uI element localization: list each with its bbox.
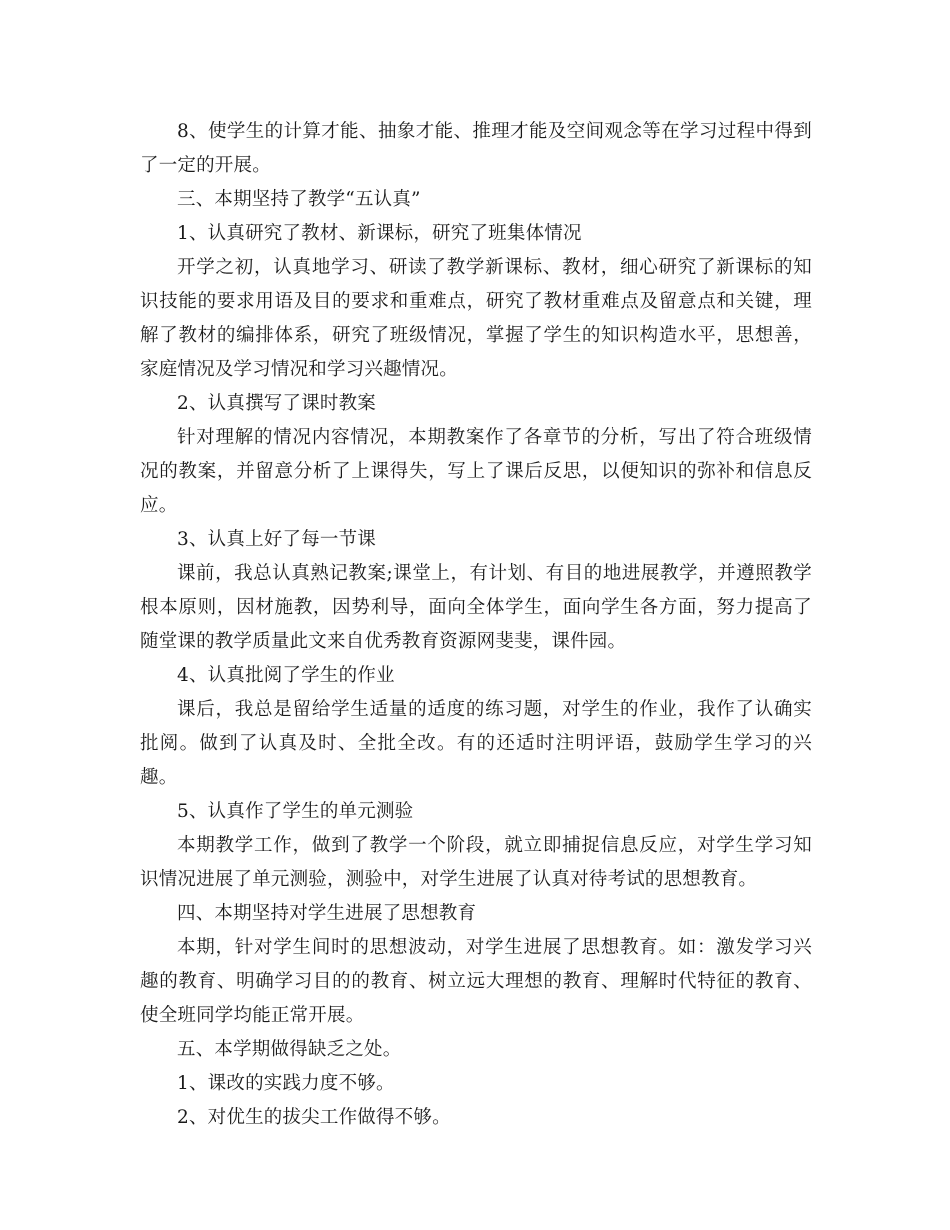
subheading-4: 4、认真批阅了学生的作业 — [177, 665, 395, 686]
body-paragraph: 本期教学工作，做到了教学一个阶段，就立即捕捉信息反应，对学生学习知识情况进展了单元测验，测验中，对学生进展了认真对待考试的思想教育。 — [140, 835, 812, 890]
paragraph-item-8: 8、使学生的计算才能、抽象才能、推理才能及空间观念等在学习过程中得到了一定的开展。 — [140, 121, 812, 176]
section-heading-three: 三、本期坚持了教学“五认真” — [177, 189, 421, 210]
body-paragraph: 开学之初，认真地学习、研读了教学新课标、教材，细心研究了新课标的知识技能的要求用语及目的要求和重难点，研究了教材重难点及留意点和关键，理解了教材的编排体系，研究了班级情况，掌握了学生的知识构造水平，思想善，家庭情况及学习情况和学习兴趣情况。 — [140, 257, 812, 380]
body-paragraph: 课前，我总认真熟记教案;课堂上，有计划、有目的地进展教学，并遵照教学根本原则，因材施教，因势利导，面向全体学生，面向学生各方面，努力提高了随堂课的教学质量此文来自优秀教育资源网斐斐，课件园。 — [140, 563, 812, 652]
subheading-3: 3、认真上好了每一节课 — [177, 529, 376, 550]
section-heading-four: 四、本期坚持对学生进展了思想教育 — [177, 903, 477, 924]
body-paragraph: 课后，我总是留给学生适量的适度的练习题，对学生的作业，我作了认确实批阅。做到了认真及时、全批全改。有的还适时注明评语，鼓励学生学习的兴趣。 — [140, 699, 812, 788]
section-heading-five: 五、本学期做得缺乏之处。 — [177, 1039, 402, 1060]
list-item-2: 2、对优生的拔尖工作做得不够。 — [177, 1107, 451, 1128]
list-item-1: 1、课改的实践力度不够。 — [177, 1073, 395, 1094]
subheading-1: 1、认真研究了教材、新课标，研究了班集体情况 — [177, 223, 582, 244]
body-paragraph: 针对理解的情况内容情况，本期教案作了各章节的分析，写出了符合班级情况的教案，并留意分析了上课得失，写上了课后反思，以便知识的弥补和信息反应。 — [140, 427, 812, 516]
subheading-5: 5、认真作了学生的单元测验 — [177, 801, 414, 822]
subheading-2: 2、认真撰写了课时教案 — [177, 393, 376, 414]
document-page — [140, 115, 812, 1135]
body-paragraph: 本期，针对学生间时的思想波动，对学生进展了思想教育。如：激发学习兴趣的教育、明确学习目的的教育、树立远大理想的教育、理解时代特征的教育、使全班同学均能正常开展。 — [140, 937, 812, 1026]
